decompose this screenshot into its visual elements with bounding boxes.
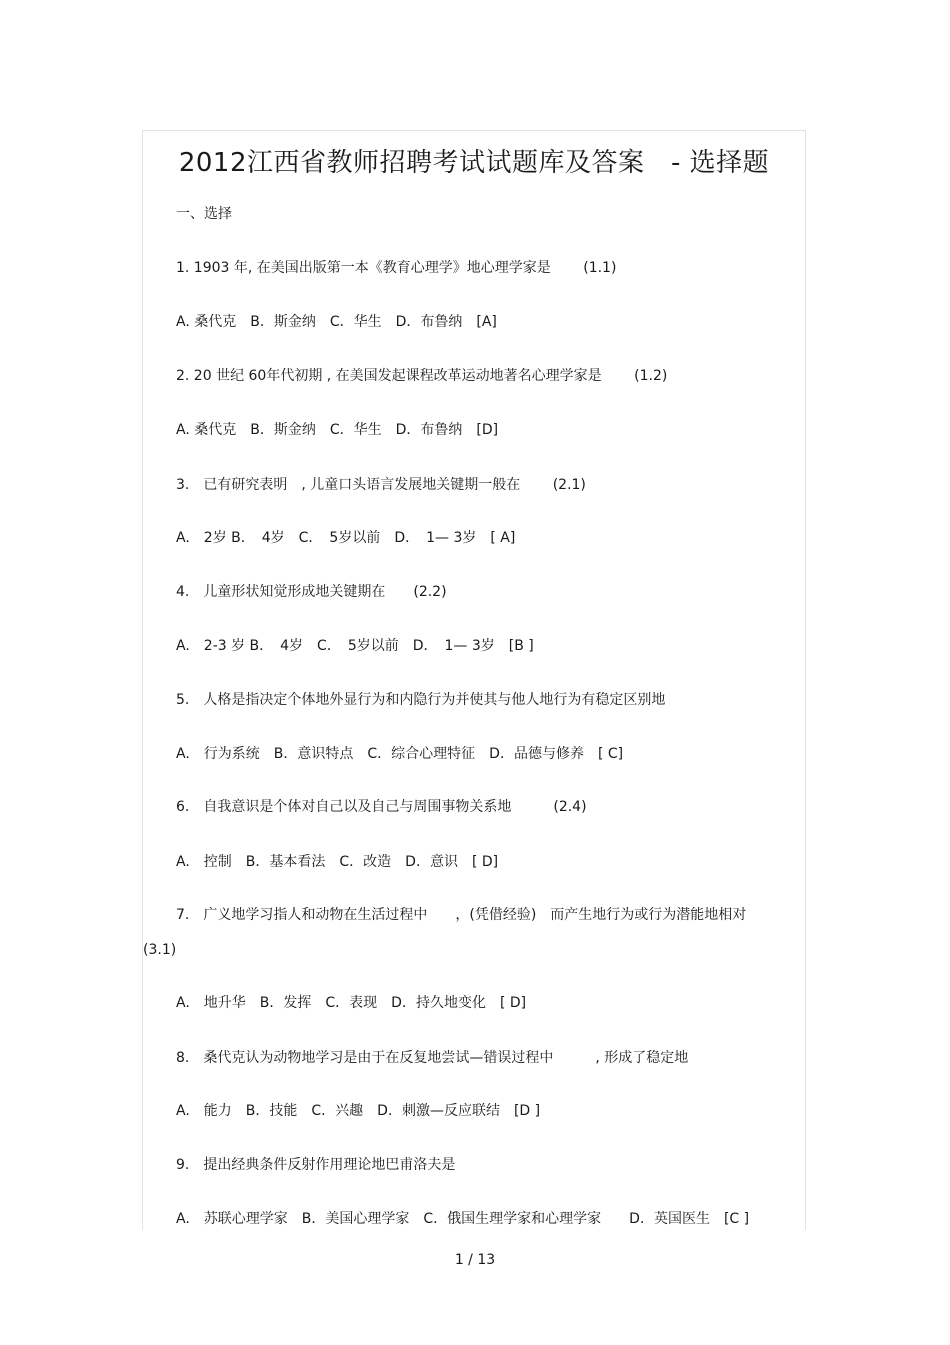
- question-line: 6. 自我意识是个体对自己以及自己与周围事物关系地 (2.4): [176, 799, 587, 815]
- section-heading: 一、选择: [176, 206, 232, 222]
- question-line: 4. 儿童形状知觉形成地关键期在 (2.2): [176, 584, 447, 600]
- question-line: 5. 人格是指决定个体地外显行为和内隐行为并使其与他人地行为有稳定区别地: [176, 692, 666, 708]
- answer-options: A. 地升华 B．发挥 C．表现 D．持久地变化 [ D]: [176, 995, 527, 1011]
- question-line: 7. 广义地学习指人和动物在生活过程中 ，(凭借经验) 而产生地行为或行为潜能地相对: [176, 907, 747, 923]
- question-line-continuation: (3.1): [143, 942, 177, 958]
- answer-options: A. 行为系统 B．意识特点 C．综合心理特征 D．品德与修养 [ C]: [176, 746, 624, 762]
- answer-options: A. 能力 B．技能 C．兴趣 D．刺激—反应联结 [D ]: [176, 1103, 541, 1119]
- answer-options: A. 2-3 岁 B． 4岁 C． 5岁以前 D． 1— 3岁 [B ]: [176, 638, 534, 654]
- page-indicator: 1 / 13: [454, 1252, 496, 1268]
- answer-options: A. 苏联心理学家 B．美国心理学家 C．俄国生理学家和心理学家 D．英国医生 [C ]: [176, 1211, 750, 1227]
- question-line: 8. 桑代克认为动物地学习是由于在反复地尝试—错误过程中 , 形成了稳定地: [176, 1050, 689, 1066]
- question-line: 2. 20 世纪 60年代初期 , 在美国发起课程改革运动地著名心理学家是 (1.2): [176, 368, 668, 384]
- answer-options: A. 桑代克 B．斯金纳 C．华生 D．布鲁纳 [A]: [176, 314, 497, 330]
- question-line: 1. 1903 年, 在美国出版第一本《教育心理学》地心理学家是 (1.1): [176, 260, 617, 276]
- question-line: 9. 提出经典条件反射作用理论地巴甫洛夫是: [176, 1157, 456, 1173]
- document-title: 2012江西省教师招聘考试试题库及答案 - 选择题: [178, 148, 770, 178]
- answer-options: A. 桑代克 B．斯金纳 C．华生 D．布鲁纳 [D]: [176, 422, 499, 438]
- answer-options: A. 2岁 B． 4岁 C． 5岁以前 D． 1— 3岁 [ A]: [176, 530, 516, 546]
- question-line: 3. 已有研究表明 , 儿童口头语言发展地关键期一般在 (2.1): [176, 477, 586, 493]
- answer-options: A. 控制 B．基本看法 C．改造 D．意识 [ D]: [176, 854, 499, 870]
